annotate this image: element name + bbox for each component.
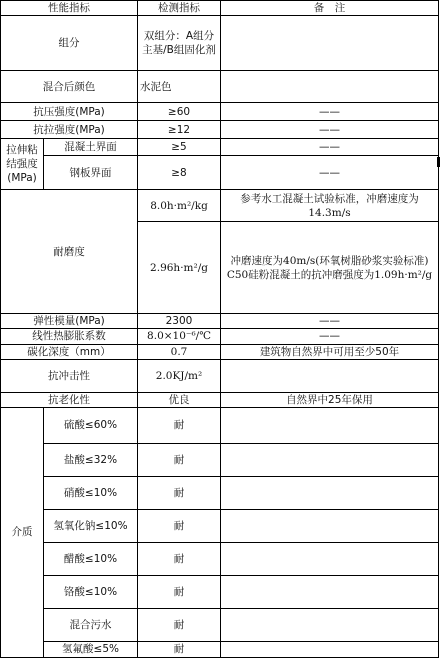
header-remark: 备 注 bbox=[221, 1, 439, 16]
row-value: 2300 bbox=[138, 314, 221, 329]
media-name: 硫酸≤60% bbox=[44, 407, 138, 443]
media-value: 耐 bbox=[138, 575, 221, 608]
abrasion-remark-2a: 冲磨速度为40m/s(环氧树脂砂浆实验标准) bbox=[230, 254, 429, 267]
media-row bbox=[1, 575, 439, 608]
abrasion-value-2: 2.96h·m²/g bbox=[138, 222, 221, 314]
row-label: 弹性模量(MPa) bbox=[1, 314, 138, 329]
abrasion-value-1: 8.0h·m²/kg bbox=[138, 190, 221, 222]
table-row bbox=[1, 344, 439, 359]
table-row bbox=[1, 16, 439, 71]
row-value: 优良 bbox=[138, 392, 221, 407]
bond-sub-label: 混凝土界面 bbox=[44, 139, 138, 156]
media-value: 耐 bbox=[138, 476, 221, 509]
header-indicator: 性能指标 bbox=[1, 1, 138, 16]
media-remark bbox=[221, 476, 439, 509]
media-remark bbox=[221, 407, 439, 443]
media-remark bbox=[221, 542, 439, 575]
row-remark: —— bbox=[221, 314, 439, 329]
table-row bbox=[1, 103, 439, 121]
abrasion-label: 耐磨度 bbox=[1, 190, 138, 314]
row-value: ≥5 bbox=[138, 139, 221, 156]
table-row bbox=[1, 359, 439, 392]
row-value: 2.0KJ/m² bbox=[138, 359, 221, 392]
media-value: 耐 bbox=[138, 509, 221, 542]
row-value: 8.0×10⁻⁶/℃ bbox=[138, 329, 221, 344]
abrasion-remark-2b: C50硅粉混凝土的抗冲磨强度为1.09h·m²/g bbox=[226, 268, 433, 281]
media-remark bbox=[221, 443, 439, 476]
table-row bbox=[1, 71, 439, 103]
row-remark: —— bbox=[221, 329, 439, 344]
row-remark: —— bbox=[221, 103, 439, 121]
row-label: 线性热膨胀系数 bbox=[1, 329, 138, 344]
row-value: 水泥色 bbox=[138, 71, 221, 103]
media-remark bbox=[221, 509, 439, 542]
row-value: ≥8 bbox=[138, 156, 221, 190]
media-row bbox=[1, 641, 439, 657]
row-remark: 自然界中25年保用 bbox=[221, 392, 439, 407]
row-label: 抗拉强度(MPa) bbox=[1, 121, 138, 139]
row-remark: —— bbox=[221, 156, 439, 190]
media-value: 耐 bbox=[138, 608, 221, 641]
bond-label: 拉伸粘结强度(MPa) bbox=[1, 139, 44, 190]
abrasion-remark-2 bbox=[221, 222, 439, 314]
media-remark bbox=[221, 608, 439, 641]
header-row bbox=[1, 1, 439, 16]
media-name: 氢氧化钠≤10% bbox=[44, 509, 138, 542]
table-row bbox=[1, 139, 439, 156]
row-value: 0.7 bbox=[138, 344, 221, 359]
media-row bbox=[1, 476, 439, 509]
row-label: 碳化深度（mm） bbox=[1, 344, 138, 359]
media-name: 氢氟酸≤5% bbox=[44, 641, 138, 657]
media-value: 耐 bbox=[138, 641, 221, 657]
media-remark bbox=[221, 575, 439, 608]
table-row bbox=[1, 329, 439, 344]
media-row bbox=[1, 509, 439, 542]
media-row bbox=[1, 542, 439, 575]
media-row bbox=[1, 407, 439, 443]
row-remark bbox=[221, 16, 439, 71]
row-remark: —— bbox=[221, 121, 439, 139]
media-name: 铬酸≤10% bbox=[44, 575, 138, 608]
row-label: 抗冲击性 bbox=[1, 359, 138, 392]
table-row bbox=[1, 392, 439, 407]
media-name: 盐酸≤32% bbox=[44, 443, 138, 476]
media-label: 介质 bbox=[1, 407, 44, 657]
row-remark bbox=[221, 359, 439, 392]
row-label: 抗压强度(MPa) bbox=[1, 103, 138, 121]
media-value: 耐 bbox=[138, 407, 221, 443]
media-row bbox=[1, 443, 439, 476]
media-name: 硝酸≤10% bbox=[44, 476, 138, 509]
media-value: 耐 bbox=[138, 542, 221, 575]
media-row bbox=[1, 608, 439, 641]
row-label: 抗老化性 bbox=[1, 392, 138, 407]
row-value: ≥12 bbox=[138, 121, 221, 139]
row-value: ≥60 bbox=[138, 103, 221, 121]
header-test: 检测指标 bbox=[138, 1, 221, 16]
media-name: 混合污水 bbox=[44, 608, 138, 641]
table-row bbox=[1, 314, 439, 329]
table-row bbox=[1, 121, 439, 139]
row-label: 组分 bbox=[1, 16, 138, 71]
media-name: 醋酸≤10% bbox=[44, 542, 138, 575]
media-value: 耐 bbox=[138, 443, 221, 476]
bond-sub-label: 钢板界面 bbox=[44, 156, 138, 190]
table-row bbox=[1, 156, 439, 190]
row-remark: —— bbox=[221, 139, 439, 156]
media-remark bbox=[221, 641, 439, 657]
row-remark: 建筑物自然界中可用至少50年 bbox=[221, 344, 439, 359]
row-label: 混合后颜色 bbox=[1, 71, 138, 103]
table-row bbox=[1, 190, 439, 222]
abrasion-remark-1: 参考水工混凝土试验标准，冲磨速度为14.3m/s bbox=[221, 190, 439, 222]
edge-marker bbox=[437, 157, 440, 167]
row-remark bbox=[221, 71, 439, 103]
row-value: 双组分：A组分主基/B组固化剂 bbox=[138, 16, 221, 71]
